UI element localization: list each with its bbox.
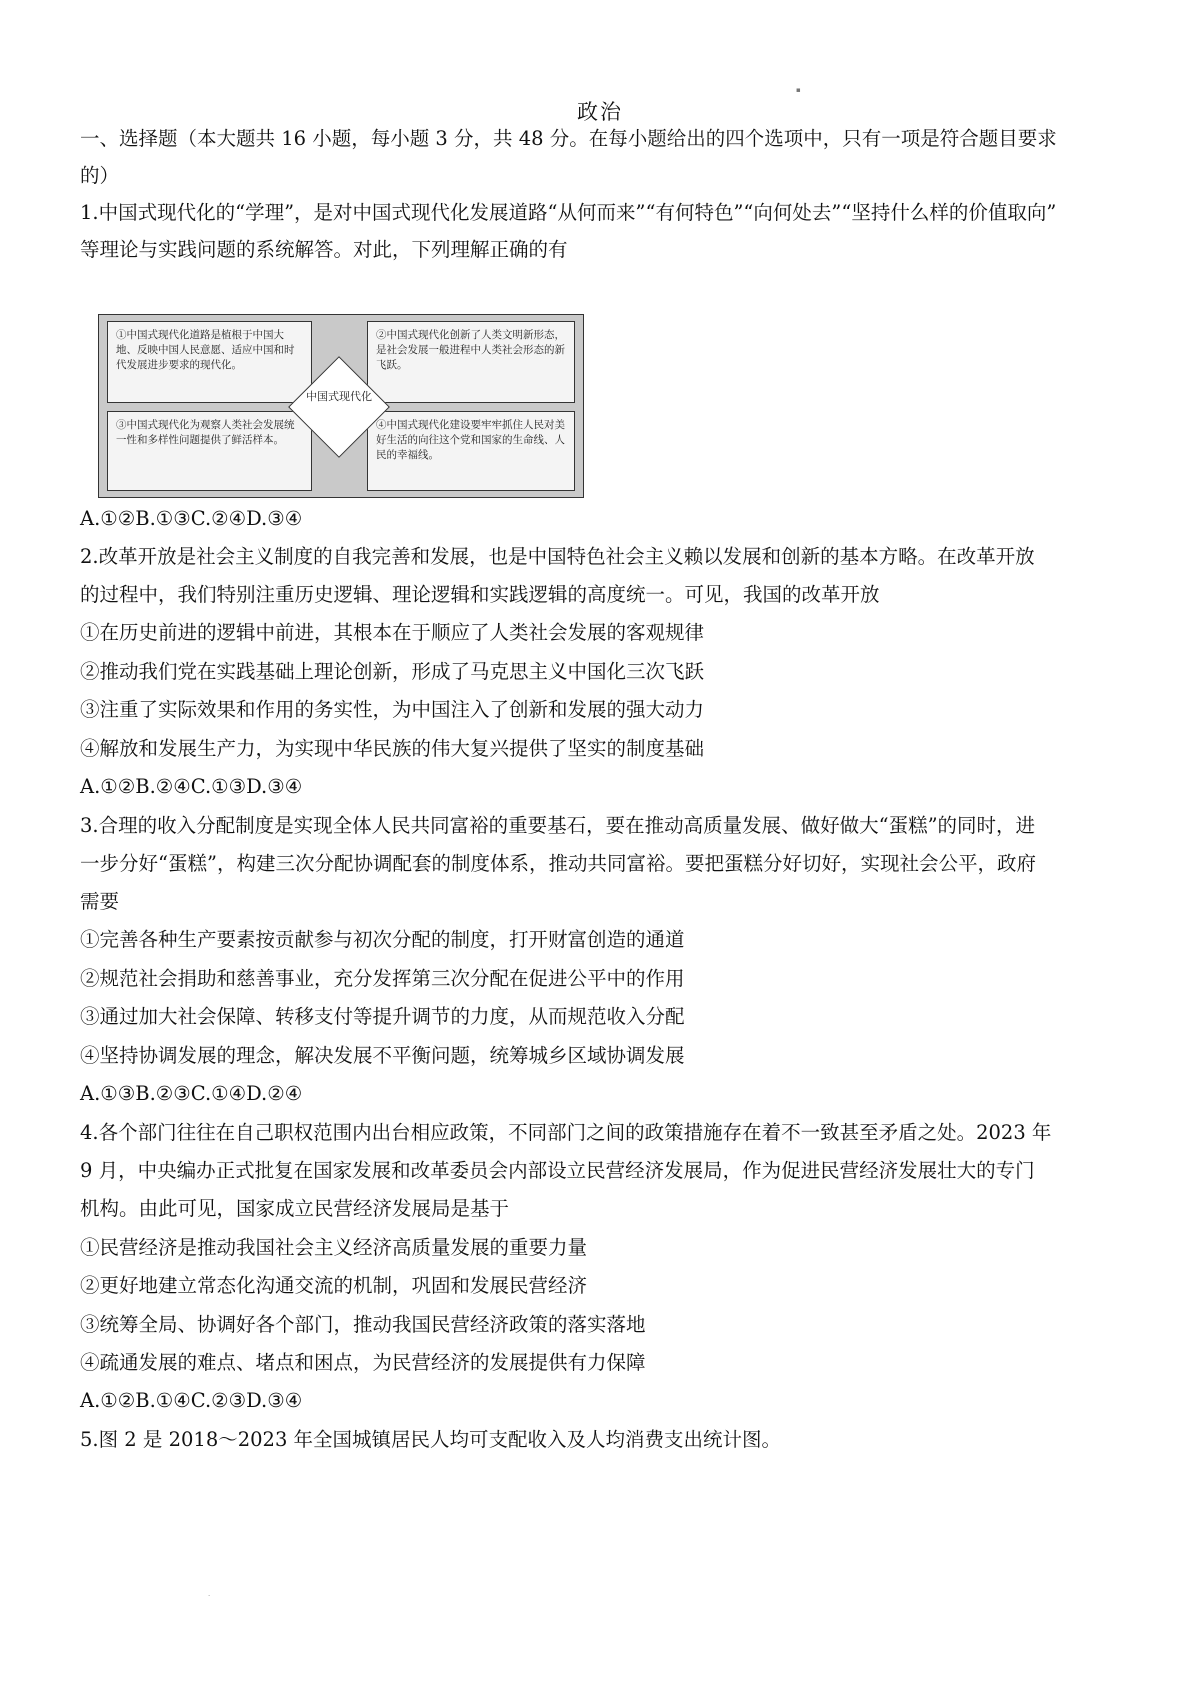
q4-stem: 4.各个部门往往在自己职权范围内出台相应政策，不同部门之间的政策措施存在着不一致甚至矛盾之处。2023 年 [80,1121,1052,1144]
figure-box-4: ④中国式现代化建设要牢牢抓住人民对美好生活的向往这个党和国家的生命线、人民的幸福线。 [367,411,575,491]
q3-option-2: ②规范社会捐助和慈善事业，充分发挥第三次分配在促进公平中的作用 [80,967,685,990]
section-heading: 一、选择题（本大题共 16 小题，每小题 3 分，共 48 分。在每小题给出的四个选项中，只有一项是符合题目要求 [80,127,1057,150]
q3-answers: A.①③B.②③C.①④D.②④ [80,1082,303,1105]
q4-stem-cont: 9 月，中央编办正式批复在国家发展和改革委员会内部设立民营经济发展局，作为促进民营经济发展壮大的专门 [80,1159,1035,1182]
figure-box-1: ①中国式现代化道路是植根于中国大地、反映中国人民意愿、适应中国和时代发展进步要求的现代化。 [107,321,312,403]
q4-option-1: ①民营经济是推动我国社会主义经济高质量发展的重要力量 [80,1236,588,1259]
q4-option-4: ④疏通发展的难点、堵点和困点，为民营经济的发展提供有力保障 [80,1351,646,1374]
scan-speck: ▪ [796,86,801,94]
section-heading-cont: 的） [80,164,120,187]
q4-option-3: ③统筹全局、协调好各个部门，推动我国民营经济政策的落实落地 [80,1313,646,1336]
q1-stem: 1.中国式现代化的“学理”，是对中国式现代化发展道路“从何而来”“有何特色”“向何处去”“坚持什么样的价值取向” [80,201,1057,224]
q2-option-2: ②推动我们党在实践基础上理论创新，形成了马克思主义中国化三次飞跃 [80,660,705,683]
q2-stem: 2.改革开放是社会主义制度的自我完善和发展，也是中国特色社会主义赖以发展和创新的基本方略。在改革开放 [80,545,1035,568]
q2-stem-cont: 的过程中，我们特别注重历史逻辑、理论逻辑和实践逻辑的高度统一。可见，我国的改革开放 [80,583,880,606]
q1-answers: A.①②B.①③C.②④D.③④ [80,507,303,530]
q3-stem: 3.合理的收入分配制度是实现全体人民共同富裕的重要基石，要在推动高质量发展、做好做大“蛋糕”的同时，进 [80,814,1036,837]
scan-speck: · [208,1592,211,1600]
q3-option-3: ③通过加大社会保障、转移支付等提升调节的力度，从而规范收入分配 [80,1005,685,1028]
q3-stem-cont2: 需要 [80,890,120,913]
q5-stem: 5.图 2 是 2018～2023 年全国城镇居民人均可支配收入及人均消费支出统计图。 [80,1428,782,1451]
q4-option-2: ②更好地建立常态化沟通交流的机制，巩固和发展民营经济 [80,1274,588,1297]
figure-box-3: ③中国式现代化为观察人类社会发展统一性和多样性问题提供了鲜活样本。 [107,411,312,491]
q4-answers: A.①②B.①④C.②③D.③④ [80,1389,303,1412]
q2-option-3: ③注重了实际效果和作用的务实性，为中国注入了创新和发展的强大动力 [80,698,705,721]
q3-stem-cont: 一步分好“蛋糕”，构建三次分配协调配套的制度体系，推动共同富裕。要把蛋糕分好切好，实现社会公平，政府 [80,852,1036,875]
q1-stem-cont: 等理论与实践问题的系统解答。对此，下列理解正确的有 [80,238,568,261]
q3-option-4: ④坚持协调发展的理念，解决发展不平衡问题，统筹城乡区域协调发展 [80,1044,685,1067]
q1-figure [98,314,584,498]
q2-answers: A.①②B.②④C.①③D.③④ [80,775,303,798]
page-title: 政治 [577,100,623,124]
figure-box-2: ②中国式现代化创新了人类文明新形态，是社会发展一般进程中人类社会形态的新飞跃。 [367,321,575,403]
q4-stem-cont2: 机构。由此可见，国家成立民营经济发展局是基于 [80,1197,510,1220]
q3-option-1: ①完善各种生产要素按贡献参与初次分配的制度，打开财富创造的通道 [80,928,685,951]
q2-option-1: ①在历史前进的逻辑中前进，其根本在于顺应了人类社会发展的客观规律 [80,621,705,644]
q2-option-4: ④解放和发展生产力，为实现中华民族的伟大复兴提供了坚实的制度基础 [80,737,705,760]
figure-center-label: 中国式现代化 [306,390,372,403]
